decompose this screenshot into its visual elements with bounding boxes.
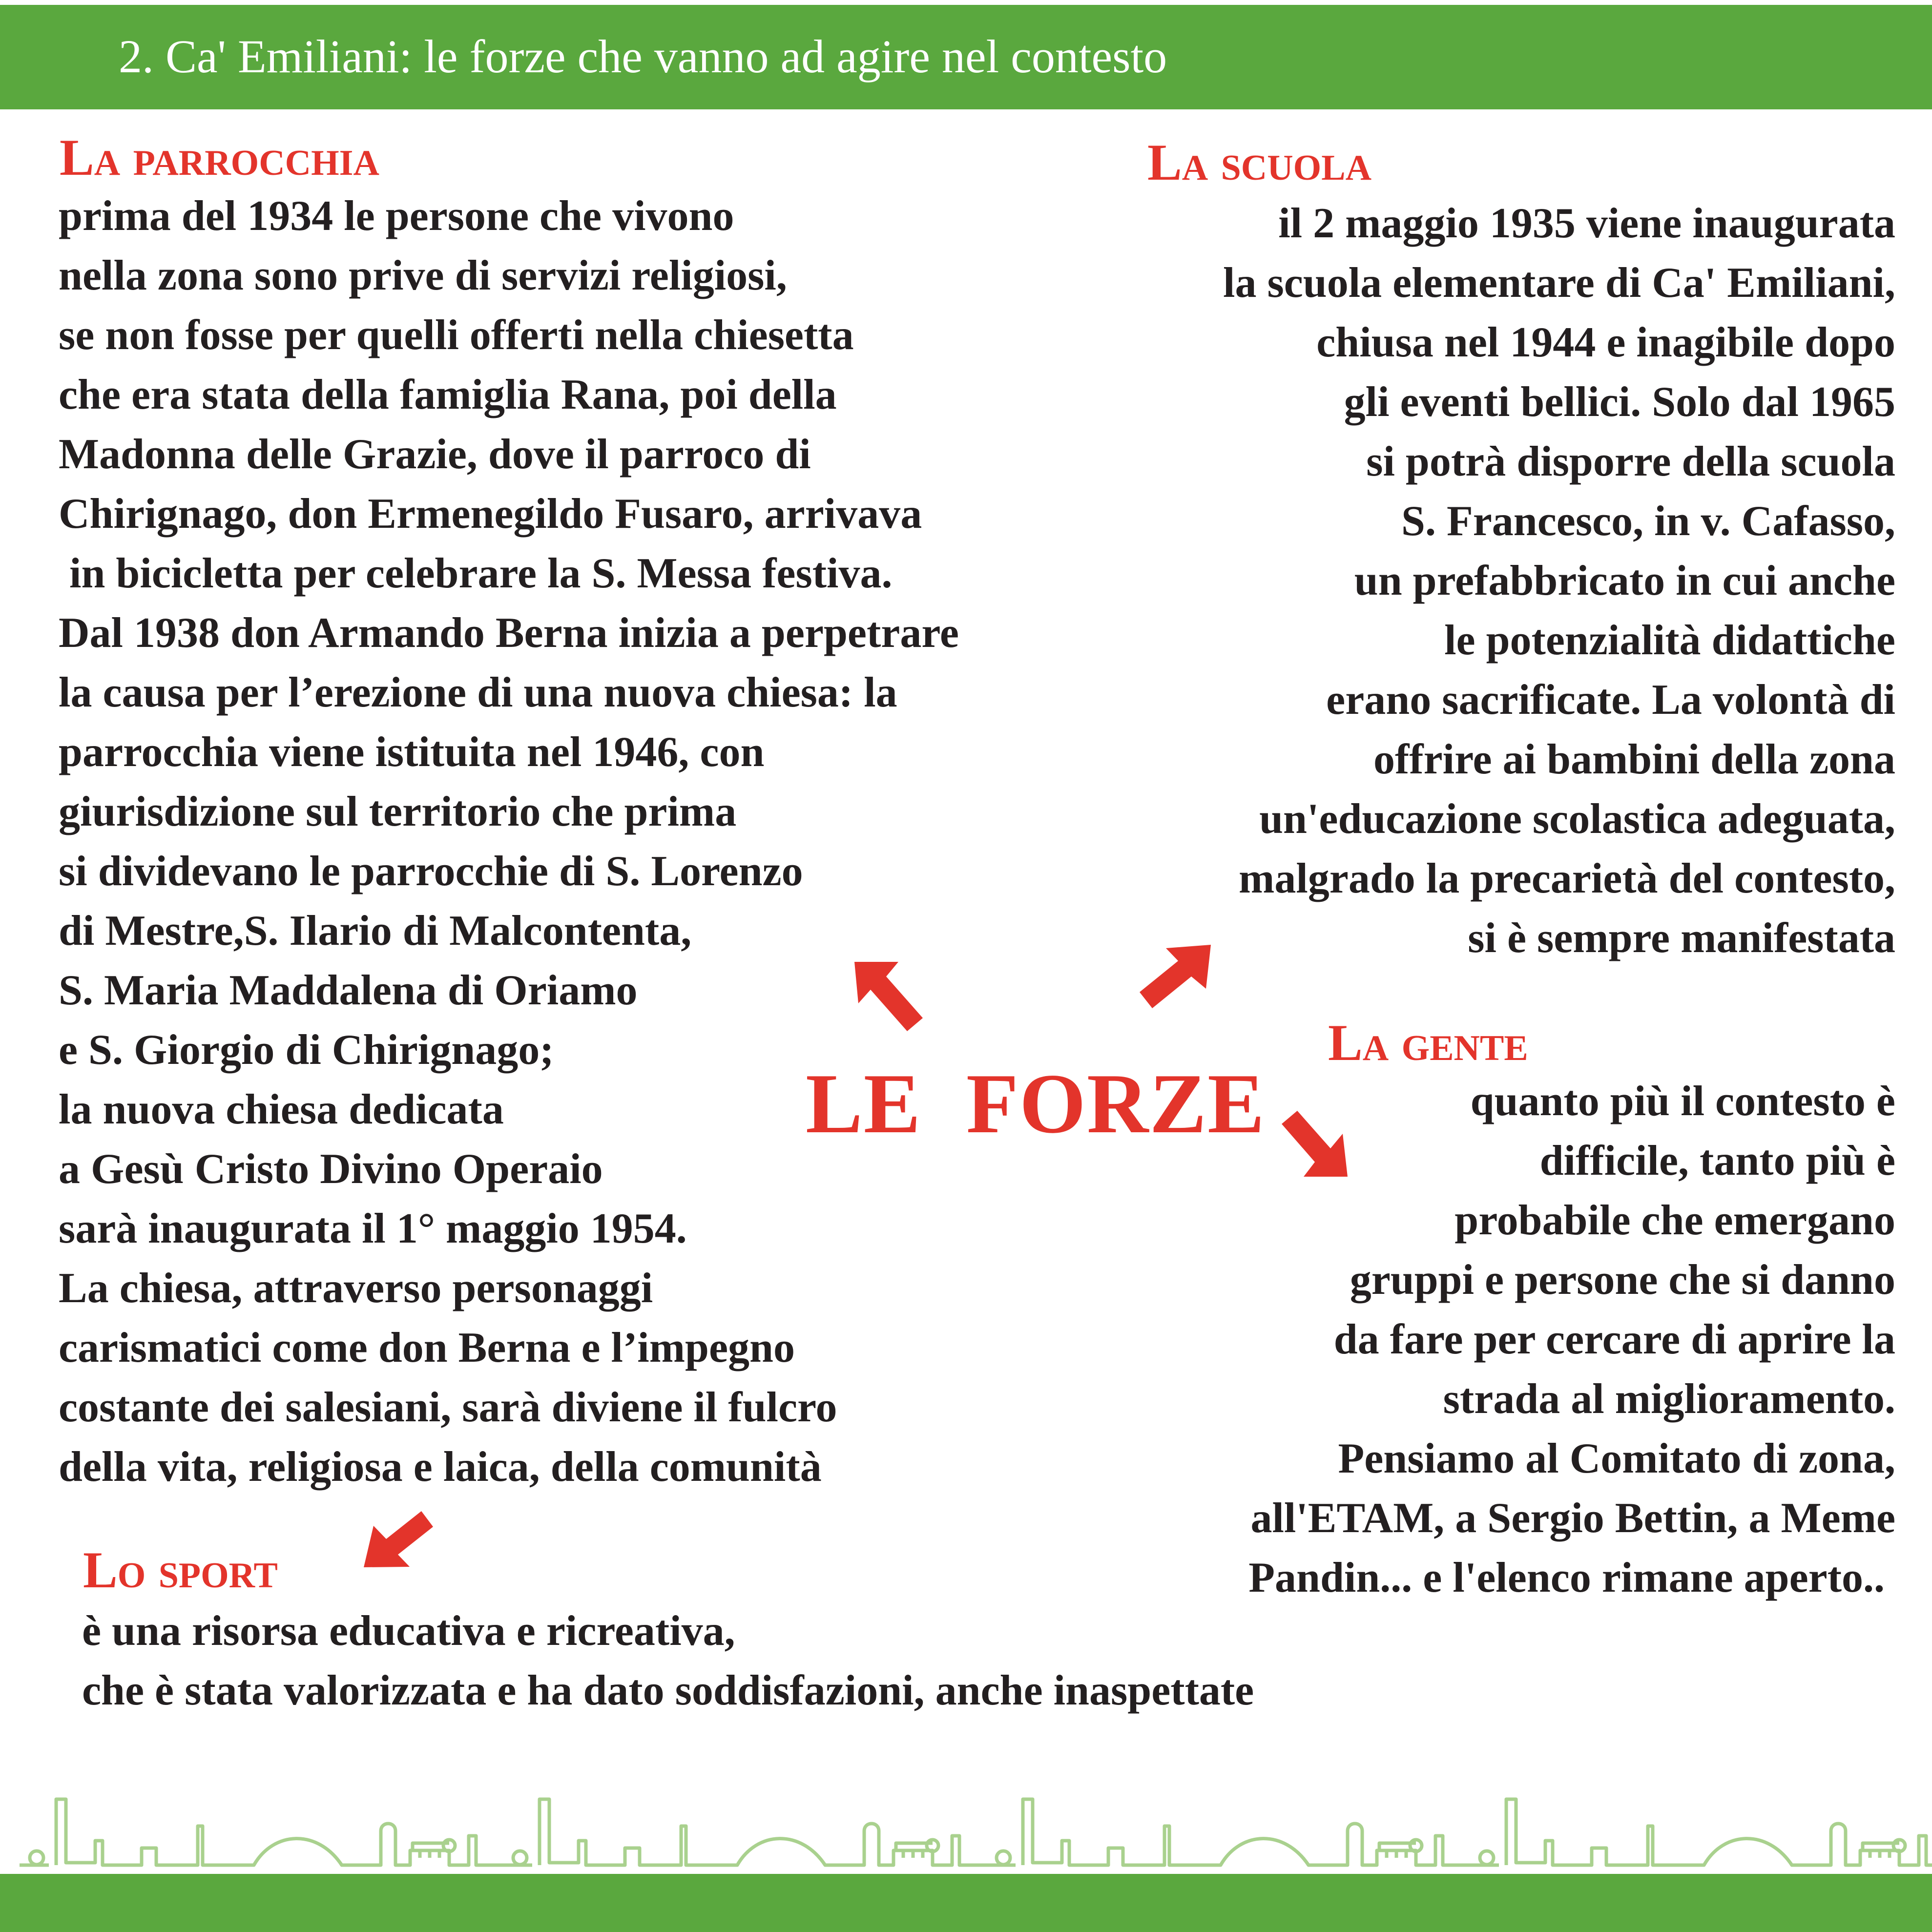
text-line: che è stata valorizzata e ha dato soddisfazioni, anche inaspettate <box>82 1667 1254 1714</box>
text-line: quanto più il contesto è <box>1470 1078 1895 1125</box>
text-line: un prefabbricato in cui anche <box>1354 557 1895 604</box>
page-title: 2. Ca' Emiliani: le forze che vanno ad agire nel contesto <box>119 30 1167 83</box>
text-line: le potenzialità didattiche <box>1444 617 1895 664</box>
text-line: erano sacrificate. La volontà di <box>1326 676 1895 724</box>
text-line: S. Francesco, in v. Cafasso, <box>1401 498 1895 545</box>
text-line: di Mestre,S. Ilario di Malcontenta, <box>59 907 692 955</box>
text-line: un'educazione scolastica adeguata, <box>1259 795 1895 843</box>
text-line: della vita, religiosa e laica, della comunità <box>59 1443 822 1491</box>
arrow-down-left-icon <box>359 1506 437 1572</box>
text-line: strada al miglioramento. <box>1443 1375 1895 1423</box>
section-body-scuola <box>1223 194 1895 968</box>
text-line: se non fosse per quelli offerti nella chiesetta <box>59 312 854 359</box>
section-body-parrocchia <box>59 187 959 1497</box>
text-line: all'ETAM, a Sergio Bettin, a Meme <box>1250 1495 1895 1542</box>
arrow-down-right-icon <box>1279 1103 1352 1182</box>
text-line: malgrado la precarietà del contesto, <box>1239 855 1895 902</box>
text-line: Pandin... e l'elenco rimane aperto.. <box>1248 1554 1895 1601</box>
text-line: da fare per cercare di aprire la <box>1333 1316 1895 1363</box>
text-line: giurisdizione sul territorio che prima <box>59 788 737 835</box>
text-line: nella zona sono prive di servizi religiosi, <box>59 252 787 299</box>
text-line: costante dei salesiani, sarà diviene il fulcro <box>59 1384 837 1431</box>
footer-bar <box>0 1874 1932 1932</box>
text-line: e S. Giorgio di Chirignago; <box>59 1026 554 1074</box>
text-line: è una risorsa educativa e ricreativa, <box>82 1607 735 1655</box>
section-body-sport <box>82 1601 1254 1721</box>
text-line: che era stata della famiglia Rana, poi della <box>59 371 837 418</box>
text-line: difficile, tanto più è <box>1539 1137 1895 1184</box>
text-line: gli eventi bellici. Solo dal 1965 <box>1344 378 1895 426</box>
text-line: il 2 maggio 1935 viene inaugurata <box>1278 200 1895 247</box>
text-line: prima del 1934 le persone che vivono <box>59 192 734 240</box>
text-line: la nuova chiesa dedicata <box>59 1086 504 1133</box>
arrow-up-left-icon <box>850 957 928 1035</box>
text-line: S. Maria Maddalena di Oriamo <box>59 967 638 1014</box>
text-line: si dividevano le parrocchie di S. Lorenzo <box>59 848 803 895</box>
section-title-gente: La gente <box>1328 1014 1528 1071</box>
text-line: si potrà disporre della scuola <box>1366 438 1895 485</box>
text-line: la causa per l’erezione di una nuova chiesa: la <box>59 669 897 716</box>
text-line: carismatici come don Berna e l’impegno <box>59 1324 795 1371</box>
text-line: la scuola elementare di Ca' Emiliani, <box>1223 259 1895 307</box>
center-title: LE FORZE <box>806 1056 1266 1151</box>
text-line: probabile che emergano <box>1454 1197 1895 1244</box>
city-skyline-icon <box>0 1772 1932 1875</box>
section-title-sport: Lo sport <box>83 1541 278 1599</box>
text-line: La chiesa, attraverso personaggi <box>59 1265 653 1312</box>
text-line: chiusa nel 1944 e inagibile dopo <box>1316 319 1895 366</box>
text-line: sarà inaugurata il 1° maggio 1954. <box>59 1205 687 1252</box>
text-line: Dal 1938 don Armando Berna inizia a perpetrare <box>59 609 959 657</box>
text-line: gruppi e persone che si danno <box>1350 1256 1895 1304</box>
section-title-parrocchia: La parrocchia <box>60 129 379 186</box>
section-title-scuola: La scuola <box>1147 134 1372 191</box>
text-line: Pensiamo al Comitato di zona, <box>1338 1435 1895 1482</box>
text-line: Chirignago, don Ermenegildo Fusaro, arrivava <box>59 490 922 538</box>
text-line: si è sempre manifestata <box>1468 914 1895 962</box>
text-line: parrocchia viene istituita nel 1946, con <box>59 728 765 776</box>
arrow-up-right-icon <box>1133 937 1216 1011</box>
text-line: a Gesù Cristo Divino Operaio <box>59 1145 603 1193</box>
text-line: Madonna delle Grazie, dove il parroco di <box>59 431 811 478</box>
text-line: offrire ai bambini della zona <box>1373 736 1895 783</box>
text-line: in bicicletta per celebrare la S. Messa festiva. <box>59 550 893 597</box>
